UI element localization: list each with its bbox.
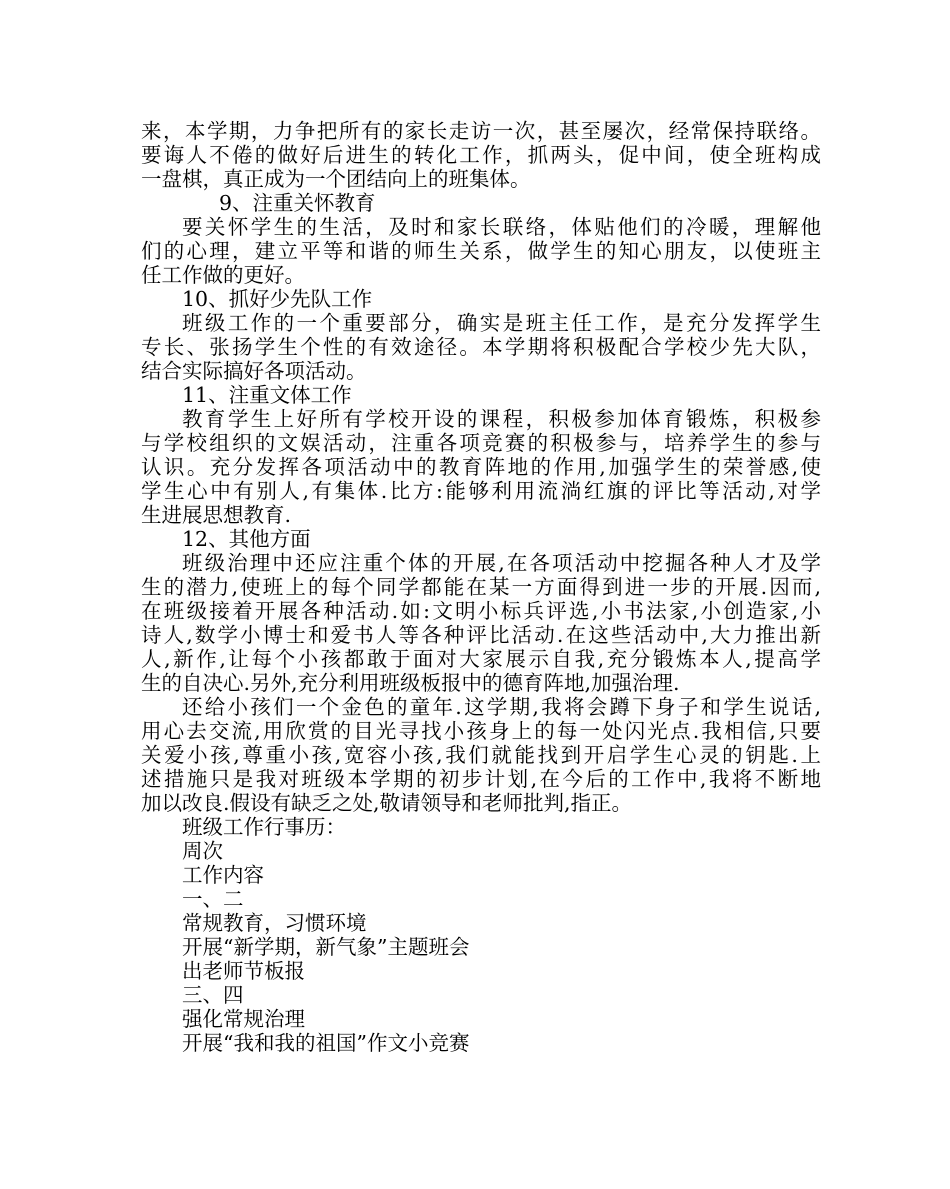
schedule-column-week: 周次 [182, 839, 223, 863]
paragraph-line: 要关怀学生的生活，及时和家长联络，体贴他们的冷暖，理解他 [182, 215, 821, 239]
schedule-heading: 班级工作行事历： [182, 815, 346, 839]
paragraph-line: 要诲人不倦的做好后进生的转化工作，抓两头，促中间，使全班构成 [141, 143, 821, 167]
section-heading-11: 11、注重文体工作 [182, 383, 352, 407]
paragraph-line: 加以改良.假设有缺乏之处,敬请领导和老师批判,指正。 [141, 791, 633, 815]
paragraph-line: 生进展思想教育. [141, 503, 292, 527]
paragraph-line: 结合实际搞好各项活动。 [141, 359, 367, 383]
paragraph-line: 在班级接着开展各种活动.如:文明小标兵评选,小书法家,小创造家,小 [141, 599, 821, 623]
paragraph-line: 述措施只是我对班级本学期的初步计划,在今后的工作中,我将不断地 [141, 767, 821, 791]
document-page [141, 119, 821, 1055]
paragraph-line: 任工作做的更好。 [141, 263, 305, 287]
paragraph-line: 诗人,数学小博士和爱书人等各种评比活动.在这些活动中,大力推出新 [141, 623, 821, 647]
paragraph-line: 一盘棋，真正成为一个团结向上的班集体。 [141, 167, 531, 191]
schedule-item: 开展“新学期，新气象”主题班会 [182, 935, 470, 959]
schedule-week: 一、二 [182, 887, 244, 911]
paragraph-line: 认识。充分发挥各项活动中的教育阵地的作用,加强学生的荣誉感,使 [141, 455, 821, 479]
section-heading-9: 9、注重关怀教育 [219, 191, 376, 215]
paragraph-line: 班级治理中还应注重个体的开展,在各项活动中挖掘各种人才及学 [182, 551, 821, 575]
paragraph-line: 专长、张扬学生个性的有效途径。本学期将积极配合学校少先大队， [141, 335, 821, 359]
paragraph-line: 还给小孩们一个金色的童年.这学期,我将会蹲下身子和学生说话, [182, 695, 821, 719]
section-heading-10: 10、抓好少先队工作 [182, 287, 373, 311]
schedule-item: 强化常规治理 [182, 1007, 305, 1031]
section-heading-12: 12、其他方面 [182, 527, 311, 551]
paragraph-line: 来，本学期，力争把所有的家长走访一次，甚至屡次，经常保持联络。 [141, 119, 821, 143]
paragraph-line: 班级工作的一个重要部分，确实是班主任工作，是充分发挥学生 [182, 311, 821, 335]
paragraph-line: 生的自决心.另外,充分利用班级板报中的德育阵地,加强治理. [141, 671, 680, 695]
paragraph-line: 教育学生上好所有学校开设的课程，积极参加体育锻炼，积极参 [182, 407, 821, 431]
paragraph-line: 学生心中有别人,有集体.比方:能够利用流淌红旗的评比等活动,对学 [141, 479, 821, 503]
schedule-item: 出老师节板报 [182, 959, 305, 983]
paragraph-line: 与学校组织的文娱活动，注重各项竞赛的积极参与，培养学生的参与 [141, 431, 821, 455]
paragraph-line: 人,新作,让每个小孩都敢于面对大家展示自我,充分锻炼本人,提高学 [141, 647, 821, 671]
schedule-week: 三、四 [182, 983, 244, 1007]
schedule-item: 开展“我和我的祖国”作文小竞赛 [182, 1031, 470, 1055]
schedule-item: 常规教育，习惯环境 [182, 911, 367, 935]
schedule-column-content: 工作内容 [182, 863, 264, 887]
paragraph-line: 关爱小孩,尊重小孩,宽容小孩,我们就能找到开启学生心灵的钥匙.上 [141, 743, 821, 767]
paragraph-line: 用心去交流,用欣赏的目光寻找小孩身上的每一处闪光点.我相信,只要 [141, 719, 821, 743]
paragraph-line: 们的心理，建立平等和谐的师生关系，做学生的知心朋友，以使班主 [141, 239, 821, 263]
paragraph-line: 生的潜力,使班上的每个同学都能在某一方面得到进一步的开展.因而, [141, 575, 821, 599]
